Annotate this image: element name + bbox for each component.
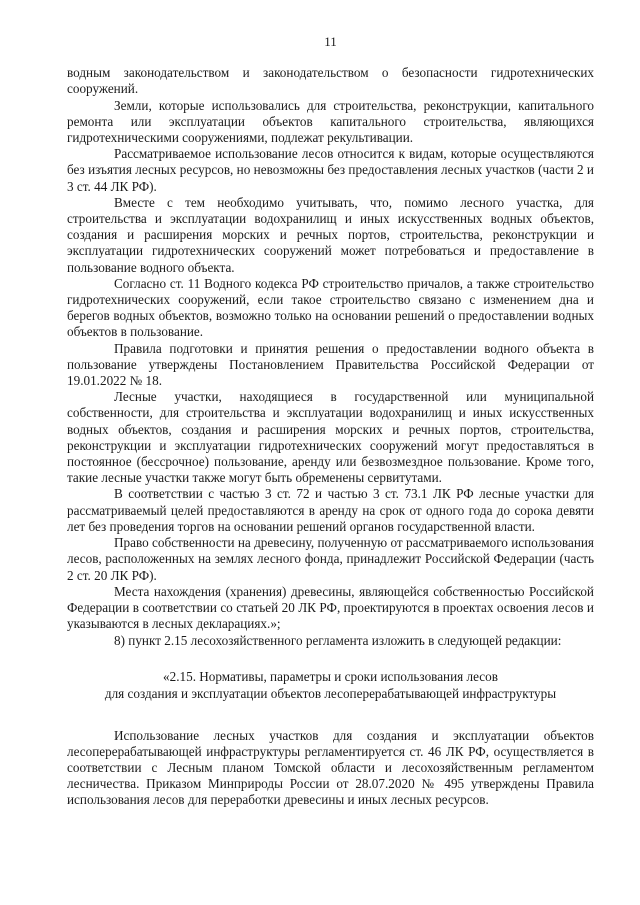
paragraph-forest-use-type: Рассматриваемое использование лесов относится к видам, которые осуществляются без изъятия лесных ресурсов, но невозможны без предоставления лесных участков (части 2 и 3 ст. 44 ЛК РФ). — [67, 146, 594, 194]
paragraph-forest-plots-provision: Лесные участки, находящиеся в государственной или муниципальной собственности, для строительства и эксплуатации водохранилищ и иных искусственных водных объектов, создания и расширения морских и речных портов, строительства, реконструкции и эксплуатации гидротехнических сооружений могут предоставляться в постоянное (бессрочное) пользование, аренду или безвозмездное пользование. Кроме того, такие лесные участки также могут быть обременены сервитутами. — [67, 389, 594, 486]
paragraph-water-decision-rules: Правила подготовки и принятия решения о предоставлении водного объекта в пользование утверждены Постановлением Правительства Российской Федерации от 19.01.2022 № 18. — [67, 340, 594, 389]
paragraph-amendment-item-8: 8) пункт 2.15 лесохозяйственного регламента изложить в следующей редакции: — [114, 633, 562, 649]
page-number: 11 — [324, 34, 337, 49]
paragraph-water-object-use: Вместе с тем необходимо учитывать, что, помимо лесного участка, для строительства и эксплуатации водохранилищ и иных искусственных водных объектов, создания и расширения морских и речных портов, строительства, реконструкции и эксплуатации гидротехнических сооружений может потребоваться и предоставление в пользование водного объекта. — [67, 194, 594, 275]
paragraph-water-code-article-11: Согласно ст. 11 Водного кодекса РФ строительство причалов, а также строительство гидротехнических сооружений, если такое строительство связано с изменением дна и берегов водных объектов, возможно только на основании решений о предоставлении водных объектов в пользование. — [67, 275, 594, 340]
paragraph-lease-terms: В соответствии с частью 3 ст. 72 и частью 3 ст. 73.1 ЛК РФ лесные участки для рассматриваемый целей предоставляются в аренду на срок от одного года до сорока девяти лет без проведения торгов на основании решений органов государственной власти. — [67, 486, 594, 534]
paragraph-land-recultivation: Земли, которые использовались для строительства, реконструкции, капитального ремонта или эксплуатации объектов капитального строительства, являющихся гидротехническими сооружениями, подлежат рекультивации. — [67, 97, 594, 146]
section-heading-line-1: «2.15. Нормативы, параметры и сроки использования лесов — [163, 668, 498, 684]
paragraph-infrastructure-use: Использование лесных участков для создания и эксплуатации объектов лесоперерабатывающей инфраструктуры регламентируется ст. 46 ЛК РФ, осуществляется в соответствии с Лесным планом Томской области и лесохозяйственным регламентом лесничества. Приказом Минприроды России от 28.07.2020 № 495 утверждены Правила использования лесов для переработки древесины и иных лесных ресурсов. — [67, 727, 594, 808]
paragraph-continuation: водным законодательством и законодательством о безопасности гидротехнических сооружений. — [67, 65, 594, 97]
section-heading-line-2: для создания и эксплуатации объектов лесоперерабатывающей инфраструктуры — [104, 685, 557, 701]
section-heading — [67, 668, 594, 702]
paragraph-timber-ownership: Право собственности на древесину, полученную от рассматриваемого использования лесов, расположенных на землях лесного фонда, принадлежит Российской Федерации (часть 2 ст. 20 ЛК РФ). — [67, 535, 594, 583]
paragraph-timber-storage: Места нахождения (хранения) древесины, являющейся собственностью Российской Федерации в соответствии со статьей 20 ЛК РФ, проектируются в проектах освоения лесов и указываются в лесных декларациях.»; — [67, 583, 594, 632]
